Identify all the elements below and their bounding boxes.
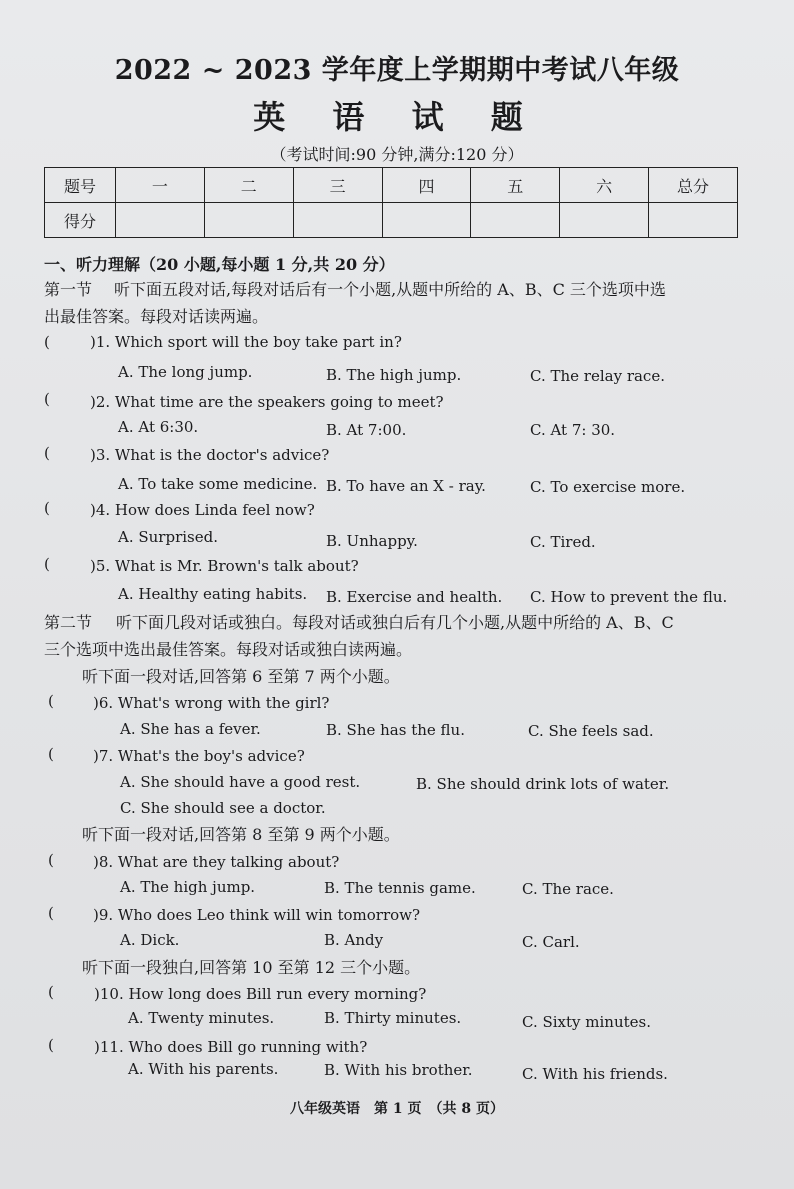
exam-title: 2022 ~ 2023 学年度上学期期中考试八年级 bbox=[114, 55, 680, 86]
option-c: C. With his friends. bbox=[522, 1065, 668, 1083]
answer-bracket[interactable]: ( bbox=[48, 745, 54, 763]
option-c: C. How to prevent the flu. bbox=[530, 588, 728, 606]
question-text: )9. Who does Leo think will win tomorrow? bbox=[93, 906, 421, 924]
answer-bracket[interactable]: ( bbox=[48, 983, 54, 1001]
answer-bracket[interactable]: ( bbox=[48, 851, 54, 869]
score-entry-cell[interactable] bbox=[204, 203, 293, 238]
score-entry-cell[interactable] bbox=[471, 203, 560, 238]
score-table-cell: 二 bbox=[204, 168, 293, 203]
option-a: A. The long jump. bbox=[118, 363, 253, 381]
exam-info: （考试时间:90 分钟,满分:120 分） bbox=[270, 145, 524, 164]
score-entry-cell[interactable] bbox=[649, 203, 738, 238]
score-table bbox=[44, 167, 738, 238]
group-instruction: 听下面一段对话,回答第 8 至第 9 两个小题。 bbox=[82, 825, 400, 844]
option-c: C. To exercise more. bbox=[530, 478, 686, 496]
option-c: C. Tired. bbox=[530, 533, 596, 551]
question-text: )10. How long does Bill run every morning? bbox=[94, 985, 427, 1003]
page-footer: 八年级英语 第 1 页 （共 8 页） bbox=[290, 1101, 504, 1117]
option-c: C. She feels sad. bbox=[528, 722, 654, 740]
score-entry-cell[interactable] bbox=[116, 203, 205, 238]
option-c: C. The race. bbox=[522, 880, 614, 898]
option-a: A. Surprised. bbox=[118, 528, 218, 546]
question-text: )8. What are they talking about? bbox=[93, 853, 340, 871]
option-b: B. To have an X - ray. bbox=[326, 477, 486, 495]
score-table-score-row bbox=[45, 203, 738, 238]
option-a: A. She should have a good rest. bbox=[120, 773, 361, 791]
score-table-cell: 五 bbox=[471, 168, 560, 203]
question-text: )1. Which sport will the boy take part in? bbox=[90, 333, 402, 351]
part-label: 第一节 bbox=[44, 280, 93, 299]
option-c: C. She should see a doctor. bbox=[120, 799, 326, 817]
score-table-cell: 四 bbox=[382, 168, 471, 203]
option-c: C. At 7: 30. bbox=[530, 421, 616, 439]
option-c: C. The relay race. bbox=[530, 367, 665, 385]
score-table-cell: 六 bbox=[560, 168, 649, 203]
option-b: B. With his brother. bbox=[324, 1061, 473, 1079]
option-a: A. To take some medicine. bbox=[118, 475, 318, 493]
section-heading: 一、听力理解（20 小题,每小题 1 分,共 20 分） bbox=[44, 255, 395, 274]
answer-bracket[interactable]: ( bbox=[44, 390, 50, 408]
answer-bracket[interactable]: ( bbox=[48, 904, 54, 922]
score-row-label: 得分 bbox=[45, 203, 116, 238]
part-instruction: 听下面几段对话或独白。每段对话或独白后有几个小题,从题中所给的 A、B、C bbox=[116, 613, 674, 632]
option-a: A. Twenty minutes. bbox=[128, 1009, 275, 1027]
score-entry-cell[interactable] bbox=[293, 203, 382, 238]
answer-bracket[interactable]: ( bbox=[48, 1036, 54, 1054]
question-text: )4. How does Linda feel now? bbox=[90, 501, 315, 519]
part-instruction: 出最佳答案。每段对话读两遍。 bbox=[44, 307, 269, 326]
answer-bracket[interactable]: ( bbox=[44, 444, 50, 462]
part-instruction: 听下面五段对话,每段对话后有一个小题,从题中所给的 A、B、C 三个选项中选 bbox=[114, 280, 666, 299]
question-text: )5. What is Mr. Brown's talk about? bbox=[90, 557, 359, 575]
answer-bracket[interactable]: ( bbox=[48, 692, 54, 710]
question-text: )3. What is the doctor's advice? bbox=[90, 446, 330, 464]
option-b: B. At 7:00. bbox=[326, 421, 407, 439]
option-c: C. Carl. bbox=[522, 933, 580, 951]
subject-title: 英 语 试 题 bbox=[253, 98, 541, 136]
question-text: )2. What time are the speakers going to meet? bbox=[90, 393, 444, 411]
score-table-cell: 三 bbox=[293, 168, 382, 203]
option-b: B. She has the flu. bbox=[326, 721, 465, 739]
answer-bracket[interactable]: ( bbox=[44, 333, 50, 351]
score-table-cell: 题号 bbox=[45, 168, 116, 203]
answer-bracket[interactable]: ( bbox=[44, 555, 50, 573]
option-c: C. Sixty minutes. bbox=[522, 1013, 651, 1031]
option-a: A. With his parents. bbox=[128, 1060, 279, 1078]
option-a: A. Healthy eating habits. bbox=[118, 585, 308, 603]
group-instruction: 听下面一段对话,回答第 6 至第 7 两个小题。 bbox=[82, 667, 400, 686]
score-table-header-row bbox=[45, 168, 738, 203]
option-b: B. She should drink lots of water. bbox=[416, 775, 670, 793]
group-instruction: 听下面一段独白,回答第 10 至第 12 三个小题。 bbox=[82, 958, 421, 977]
option-b: B. Andy bbox=[324, 931, 384, 949]
question-text: )6. What's wrong with the girl? bbox=[93, 694, 330, 712]
option-a: A. She has a fever. bbox=[120, 720, 261, 738]
option-a: A. At 6:30. bbox=[118, 418, 199, 436]
score-table-cell: 总分 bbox=[649, 168, 738, 203]
answer-bracket[interactable]: ( bbox=[44, 499, 50, 517]
option-b: B. Thirty minutes. bbox=[324, 1009, 462, 1027]
score-entry-cell[interactable] bbox=[382, 203, 471, 238]
part-label: 第二节 bbox=[44, 613, 93, 632]
option-a: A. The high jump. bbox=[120, 878, 256, 896]
score-table-cell: 一 bbox=[116, 168, 205, 203]
part-instruction: 三个选项中选出最佳答案。每段对话或独白读两遍。 bbox=[44, 640, 413, 659]
score-entry-cell[interactable] bbox=[560, 203, 649, 238]
option-b: B. The high jump. bbox=[326, 366, 462, 384]
option-b: B. Exercise and health. bbox=[326, 588, 503, 606]
option-a: A. Dick. bbox=[120, 931, 180, 949]
question-text: )11. Who does Bill go running with? bbox=[94, 1038, 368, 1056]
option-b: B. Unhappy. bbox=[326, 532, 418, 550]
option-b: B. The tennis game. bbox=[324, 879, 476, 897]
question-text: )7. What's the boy's advice? bbox=[93, 747, 305, 765]
